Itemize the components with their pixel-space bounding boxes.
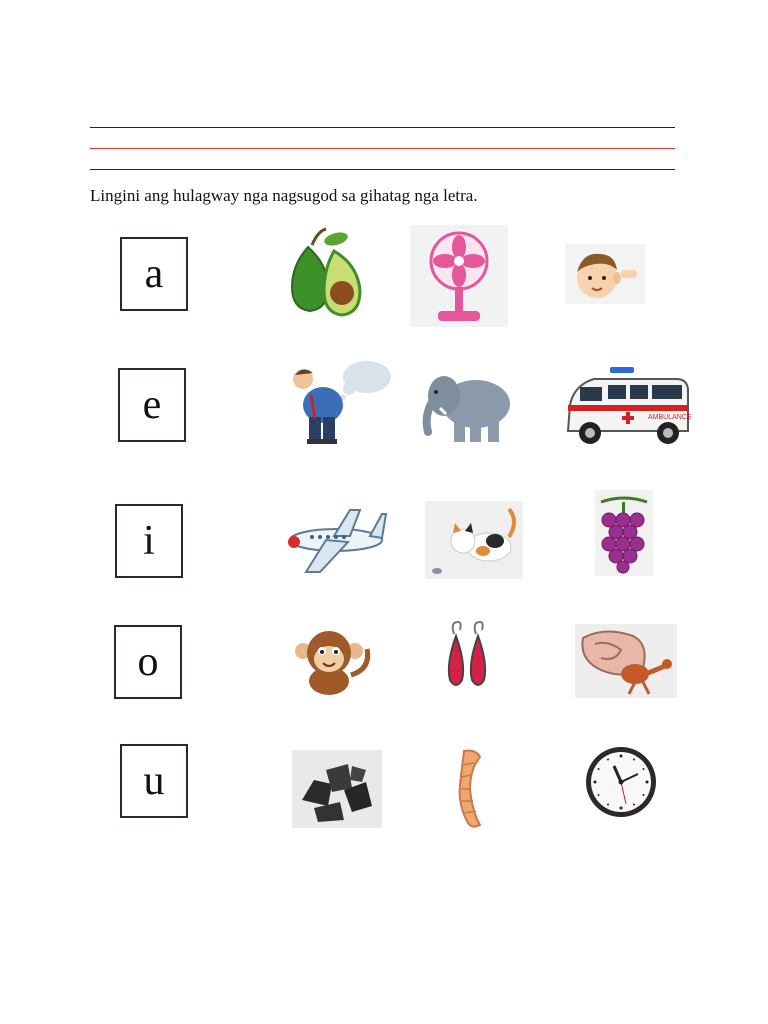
ambulance-label: AMBULANCE bbox=[648, 414, 692, 421]
man-coughing-icon[interactable] bbox=[285, 355, 395, 447]
letter-box-o bbox=[114, 625, 182, 699]
ambulance-icon[interactable] bbox=[564, 365, 692, 449]
letter-a: a bbox=[144, 251, 164, 297]
cat-icon[interactable] bbox=[425, 501, 523, 579]
monkey-icon[interactable] bbox=[285, 625, 375, 697]
grapes-icon[interactable] bbox=[595, 490, 653, 576]
electric-fan-icon[interactable] bbox=[410, 225, 508, 327]
clock-icon[interactable] bbox=[584, 744, 658, 820]
worm-icon[interactable] bbox=[440, 745, 508, 829]
letter-box-i bbox=[115, 504, 183, 578]
earrings-icon[interactable] bbox=[444, 620, 490, 690]
writing-line-1 bbox=[90, 127, 675, 128]
letter-e: e bbox=[142, 382, 162, 428]
avocado-icon[interactable] bbox=[282, 225, 368, 323]
letter-box-u bbox=[120, 744, 188, 818]
writing-line-3 bbox=[90, 169, 675, 170]
letter-o: o bbox=[137, 639, 159, 685]
elephant-icon[interactable] bbox=[420, 368, 515, 446]
letter-box-e bbox=[118, 368, 186, 442]
letter-u: u bbox=[143, 758, 165, 804]
instruction-text: Lingini ang hulagway nga nagsugod sa gihatag nga letra. bbox=[90, 186, 478, 205]
writing-line-2 bbox=[90, 148, 675, 149]
airplane-icon[interactable] bbox=[286, 500, 388, 576]
boy-with-ear-icon[interactable] bbox=[565, 244, 645, 304]
letter-box-a bbox=[120, 237, 188, 311]
hermit-crab-icon[interactable] bbox=[575, 624, 677, 698]
charcoal-icon[interactable] bbox=[292, 750, 382, 828]
letter-i: i bbox=[143, 518, 155, 564]
